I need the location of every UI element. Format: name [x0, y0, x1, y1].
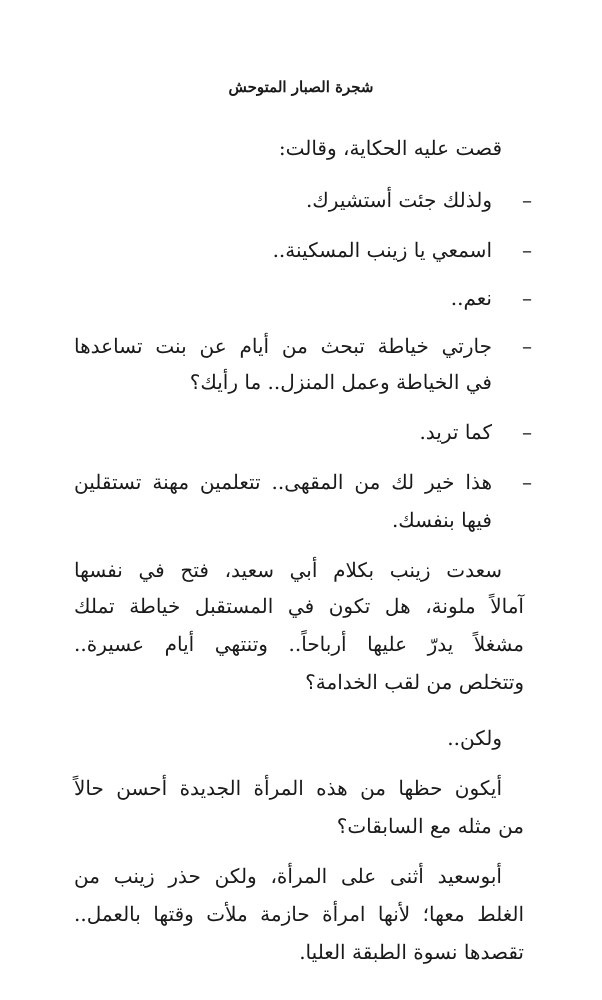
paragraph-line: مشغلاً يدرّ عليها أرباحاً.. وتنتهي أيام عسيرة.. [74, 632, 524, 656]
dialogue-dash: – [522, 470, 532, 494]
page-header-title: شجرة الصبار المتوحش [228, 78, 374, 96]
intro-line: قصت عليه الحكاية، وقالت: [278, 136, 502, 160]
dialogue-dash: – [522, 420, 532, 444]
dialogue-dash: – [522, 238, 532, 262]
dialogue-dash: – [522, 188, 532, 212]
paragraph-line: وتتخلص من لقب الخدامة؟ [305, 670, 524, 694]
dialogue-dash: – [522, 286, 532, 310]
dialogue-line: جارتي خياطة تبحث من أيام عن بنت تساعدها [74, 334, 492, 358]
paragraph-line: آمالاً ملونة، هل تكون في المستقبل خياطة تملك [74, 594, 524, 618]
dialogue-line: اسمعي يا زينب المسكينة.. [272, 238, 492, 262]
paragraph-line: من مثله مع السابقات؟ [336, 814, 524, 838]
paragraph-line: تقصدها نسوة الطبقة العليا. [299, 940, 524, 964]
dialogue-line: ولذلك جئت أستشيرك. [305, 188, 492, 212]
dialogue-dash: – [522, 334, 532, 358]
dialogue-line: في الخياطة وعمل المنزل.. ما رأيك؟ [189, 370, 492, 394]
paragraph-line: أيكون حظها من هذه المرأة الجديدة أحسن حالاً [74, 776, 502, 800]
dialogue-line: كما تريد. [419, 420, 492, 444]
dialogue-line: نعم.. [450, 286, 492, 310]
paragraph-line: أبوسعيد أثنى على المرأة، ولكن حذر زينب من [74, 864, 502, 888]
paragraph-line: ولكن.. [447, 726, 502, 750]
dialogue-line: فيها بنفسك. [391, 508, 492, 532]
paragraph-line: سعدت زينب بكلام أبي سعيد، فتح في نفسها [74, 558, 502, 582]
paragraph-line: الغلط معها؛ لأنها امرأة حازمة ملأت وقتها بالعمل.. [74, 902, 524, 926]
dialogue-line: هذا خير لك من المقهى.. تتعلمين مهنة تستقلين [74, 470, 492, 494]
